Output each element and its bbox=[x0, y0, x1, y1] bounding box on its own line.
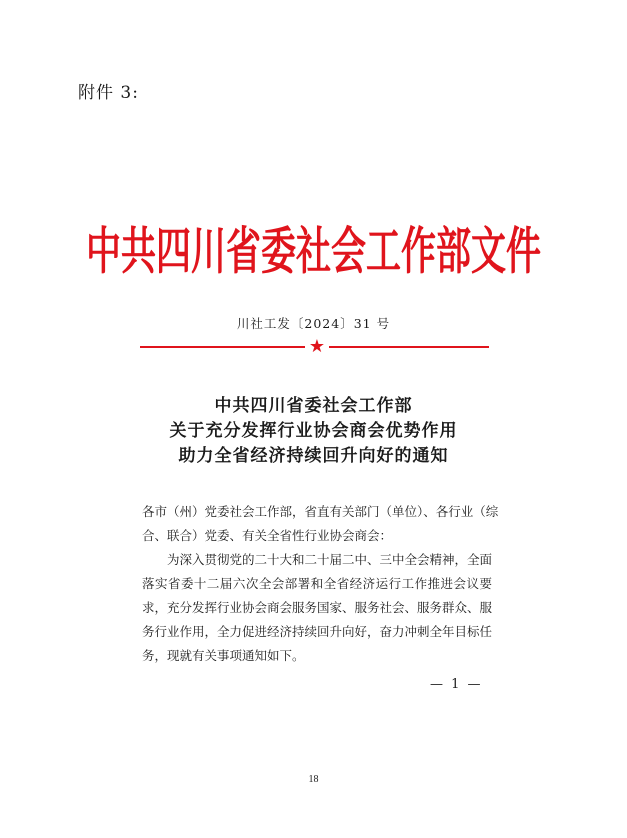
paragraph-line: 为深入贯彻党的二十大和二十届二中、三中全会精神，全面 bbox=[167, 552, 493, 567]
paragraph-line: 求，充分发挥行业协会商会服务国家、服务社会、服务群众、服 bbox=[142, 600, 493, 615]
attachment-label: 附件 3: bbox=[78, 83, 139, 103]
notice-title-line: 助力全省经济持续回升向好的通知 bbox=[178, 446, 449, 466]
notice-title-line: 关于充分发挥行业协会商会优势作用 bbox=[169, 421, 458, 441]
salutation-line: 各市（州）党委社会工作部，省直有关部门（单位）、各行业（综 bbox=[142, 504, 499, 519]
red-divider-right bbox=[329, 346, 489, 348]
paragraph-line: 务行业作用，全力促进经济持续回升向好，奋力冲刺全年目标任 bbox=[142, 624, 493, 639]
paragraph-line: 落实省委十二届六次全会部署和全省经济运行工作推进会议要 bbox=[142, 576, 492, 591]
body-text bbox=[142, 500, 499, 668]
red-divider-left bbox=[140, 346, 305, 348]
paragraph-line: 务，现就有关事项通知如下。 bbox=[142, 648, 305, 663]
notice-title bbox=[0, 394, 627, 469]
salutation-line: 合、联合）党委、有关全省性行业协会商会： bbox=[142, 528, 393, 543]
inner-page-number: — 1 — bbox=[430, 677, 483, 692]
star-icon: ★ bbox=[308, 336, 326, 357]
document-number: 川社工发〔2024〕31 号 bbox=[236, 316, 391, 331]
notice-title-line: 中共四川省委社会工作部 bbox=[214, 396, 413, 416]
document-header-title: 中共四川省委社会工作部文件 bbox=[85, 223, 541, 282]
outer-page-number: 18 bbox=[308, 774, 319, 785]
